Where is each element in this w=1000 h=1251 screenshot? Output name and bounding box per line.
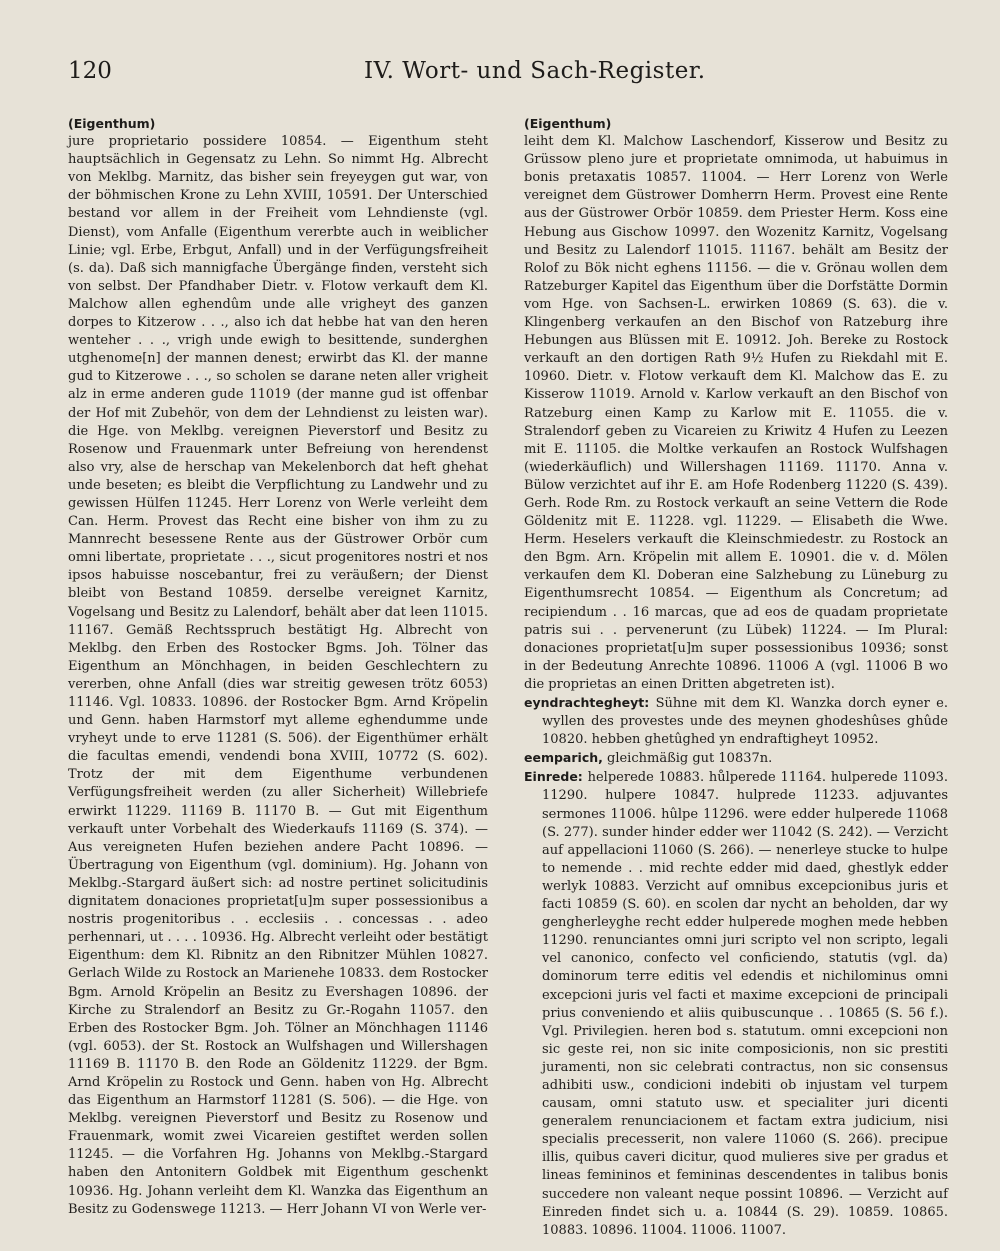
right-column xyxy=(524,115,948,1240)
right-column-heading: (Eigenthum) xyxy=(524,116,612,131)
page-number: 120 xyxy=(68,58,112,84)
index-entry-eemparich xyxy=(524,749,948,768)
left-column-text: jure proprietario possidere 10854. — Eigenthum steht hauptsächlich in Gegensatz zu Lehn. So nimmt Hg. Albrecht von Meklbg. Marnitz, das bisher sein freyeygen gut war, von der böhmischen Krone zu Lehn XVIII, 10591. Der Unterschied bestand vor allem in der Freiheit vom Lehndienste (vgl. Dienst), vom Anfalle (Eigenthum vererbte auch in weiblicher Linie; vgl. Erbe, Erbgut, Anfall) und in der Verfügungsfreiheit (s. da). Daß sich mannigfache Übergänge finden, versteht sich von selbst. Der Pfandhaber Dietr. v. Flotow verkauft dem Kl. Malchow allen eghendûm unde alle vrigheyt des ganzen dorpes to Kitzerow . . ., also ich dat hebbe hat van den heren wenteher . . ., vrigh unde ewigh to besittende, sunderghen utghenome[n] der mannen denest; erwirbt das Kl. der manne gud to Kitzerowe . . ., so scholen se darane neten aller vrigheit alz in erme anderen gude 11019 (der manne gud ist offenbar der Hof mit Zubehör, von dem der Lehndienst zu leisten war). die Hge. von Meklbg. vereignen Pieverstorf und Besitz zu Rosenow und Frauenmark unter Befreiung von herendenst also vry, alse de herschap van Mekelenborch dat heft ghehat unde beseten; es bleibt die Verpflichtung zu Landwehr und zu gewissen Hülfen 11245. Herr Lorenz von Werle verleiht dem Can. Herm. Provest das Recht eine bisher von ihm zu zu Mannrecht besessene Rente aus der Güstrower Orbör cum omni libertate, proprietate . . ., sicut progenitores nostri et nos ipsos habuisse noscebantur, frei zu veräußern; der Dienst bleibt von Bestand 10859. derselbe vereignet Karnitz, Vogelsang und Besitz zu Lalendorf, behält aber dat leen 11015. 11167. Gemäß Rechtsspruch bestätigt Hg. Albrecht von Meklbg. den Erben des Rostocker Bgms. Joh. Tölner das Eigenthum an Mönchhagen, in beiden Geschlechtern zu vererben, ohne Anfall (dies war streitig gewesen trötz 6053) 11146. Vgl. 10833. 10896. der Rostocker Bgm. Arnd Kröpelin und Genn. haben Harmstorf myt alleme eghendumme unde vryheyt unde to erve 11281 (S. 506). der Eigenthümer erhält die facultas emendi, vendendi bona XVIII, 10772 (S. 602). Trotz der mit dem Eigenthume verbundenen Verfügungsfreiheit werden (zu aller Sicherheit) Willebriefe erwirkt 11229. 11169 B. 11170 B. — Gut mit Eigenthum verkauft unter Vorbehalt des Wiederkaufs 11169 (S. 374). — Aus vereigneten Hufen beziehen andere Pacht 10896. — Übertragung von Eigenthum (vgl. dominium). Hg. Johann von Meklbg.-Stargard äußert sich: ad nostre pertinet solicitudinis dignitatem donaciones proprietat[u]m super possessionibus a nostris progenitoribus . . ecclesiis . . concessas . . adeo perhennari, ut . . . . 10936. Hg. Albrecht verleiht oder bestätigt Eigenthum: dem Kl. Ribnitz an den Ribnitzer Mühlen 10827. Gerlach Wilde zu Rostock an Marienehe 10833. dem Rostocker Bgm. Arnold Kröpelin an Besitz zu Evershagen 10896. der Kirche zu Stralendorf an Besitz zu Gr.-Rogahn 11057. den Erben des Rostocker Bgm. Joh. Tölner an Mönchhagen 11146 (vgl. 6053). der St. Rostock an Wulfshagen und Willershagen 11169 B. 11170 B. den Rode an Göldenitz 11229. der Bgm. Arnd Kröpelin zu Rostock und Genn. haben von Hg. Albrecht das Eigenthum an Harmstorf 11281 (S. 506). — die Hge. von Meklbg. vereignen Pieverstorf und Besitz zu Rosenow und Frauenmark, womit zwei Vicareien gestiftet werden sollen 11245. — die Vorfahren Hg. Johanns von Meklbg.-Stargard haben den Antonitern Goldbek mit Eigenthum geschenkt 10936. Hg. Johann verleiht dem Kl. Wanzka das Eigenthum an Besitz zu Godenswege 11213. — Herr Johann VI von Werle ver- xyxy=(68,134,488,1217)
entry-text: gleichmäßig gut 10837n. xyxy=(602,751,773,767)
right-column-text: leiht dem Kl. Malchow Laschendorf, Kisserow und Besitz zu Grüssow pleno jure et proprietate omnimoda, ut habuimus in bonis pretaxatis 10857. 11004. — Herr Lorenz von Werle vereignet dem Güstrower Domherrn Herm. Provest eine Rente aus der Güstrower Orbör 10859. dem Priester Herm. Koss eine Hebung aus Gischow 10997. den Wozenitz Karnitz, Vogelsang und Besitz zu Lalendorf 11015. 11167. behält am Besitz der Rolof zu Bök nicht eghens 11156. — die v. Grönau wollen dem Ratzeburger Kapitel das Eigenthum über die Dorfstätte Dormin vom Hge. von Sachsen-L. erwirken 10869 (S. 63). die v. Klingenberg verkaufen an den Bischof von Ratzeburg ihre Hebungen aus Blüssen mit E. 10912. Joh. Bereke zu Rostock verkauft an den dortigen Rath 9½ Hufen zu Riekdahl mit E. 10960. Dietr. v. Flotow verkauft dem Kl. Malchow das E. zu Kisserow 11019. Arnold v. Karlow verkauft an den Bischof von Ratzeburg einen Kamp zu Karlow mit E. 11055. die v. Stralendorf geben zu Vicareien zu Kriwitz 4 Hufen zu Leezen mit E. 11105. die Moltke verkaufen an Rostock Wulfshagen (wiederkäuflich) und Willershagen 11169. 11170. Anna v. Bülow verzichtet auf ihr E. am Hofe Rodenberg 11220 (S. 439). Gerh. Rode Rm. zu Rostock verkauft an seine Vettern die Rode Göldenitz mit E. 11228. vgl. 11229. — Elisabeth die Wwe. Herm. Heselers verkauft die Kleinschmiedestr. zu Rostock an den Bgm. Arn. Kröpelin mit allem E. 10901. die v. d. Mölen verkaufen dem Kl. Doberan eine Salzhebung zu Lüneburg zu Eigenthumsrecht 10854. — Eigenthum als Concretum; ad recipiendum . . 16 marcas, que ad eos de quadam proprietate patris sui . . pervenerunt (zu Lübek) 11224. — Im Plural: donaciones proprietat[u]m super possessionibus 10936; sonst in der Bedeutung Anrechte 10896. 11006 A (vgl. 11006 B wo die proprietas an einen Dritten abgetreten ist). xyxy=(524,134,948,692)
page-header xyxy=(0,58,1000,98)
index-entry-eyndrachtegheyt xyxy=(524,694,948,749)
index-entry-einrede xyxy=(524,768,948,1239)
entry-text: Sühne mit dem Kl. Wanzka dorch eyner e. wyllen des provestes unde des meynen ghodeshûses ghûde 10820. hebben ghetûghed yn endraftigheyt 10952. xyxy=(542,696,948,748)
running-title: IV. Wort- und Sach-Register. xyxy=(364,58,706,84)
entry-text: helperede 10883. hůlperede 11164. hulperede 11093. 11290. hulpere 10847. hulprede 11233. adjuvantes sermones 11006. hûlpe 11296. were edder hulperede 11068 (S. 277). sunder hinder edder wer 11042 (S. 242). — Verzicht auf appellacioni 11060 (S. 266). — nenerleye stucke to hulpe to nemende . . mid rechte edder mid daed, ghestlyk edder werlyk 10883. Verzicht auf omnibus excepcionibus juris et facti 10859 (S. 60). en scolen dar nycht an beholden, dar wy gengherleyghe recht edder hulperede moghen mede hebben 11290. renunciantes omni juri scripto vel non scripto, legali vel canonico, confecto vel conficiendo, statutis (vgl. da) dominorum terre editis vel edendis et nichilominus omni excepcioni juris vel facti et maxime excepcioni de principali prius conveniendo et aliis quibuscunque . . 10865 (S. 56 f.). Vgl. Privilegien. heren bod s. statutum. omni excepcioni non sic geste rei, non sic inite composicionis, non sic prestiti juramenti, non sic celebrati contractus, non sic consensus adhibiti usw., condicioni indebiti ob injustam vel turpem causam, omni statuto usw. et specialiter juri dicenti generalem renunciacionem et factam extra judicium, nisi specialis precesserit, non valere 11060 (S. 266). precipue illis, quibus caveri dicitur, quod mulieres sive per gradus et lineas femininos et femininas descendentes in talibus bonis succedere non valeant neque possint 10896. — Verzicht auf Einreden findet sich u. a. 10844 (S. 29). 10859. 10865. 10883. 10896. 11004. 11006. 11007. xyxy=(542,770,948,1238)
entry-headword: eyndrachtegheyt: xyxy=(524,695,650,710)
entry-headword: eemparich, xyxy=(524,750,603,766)
left-column xyxy=(68,115,488,1219)
entry-headword: Einrede: xyxy=(524,769,583,785)
left-column-heading: (Eigenthum) xyxy=(68,116,156,131)
